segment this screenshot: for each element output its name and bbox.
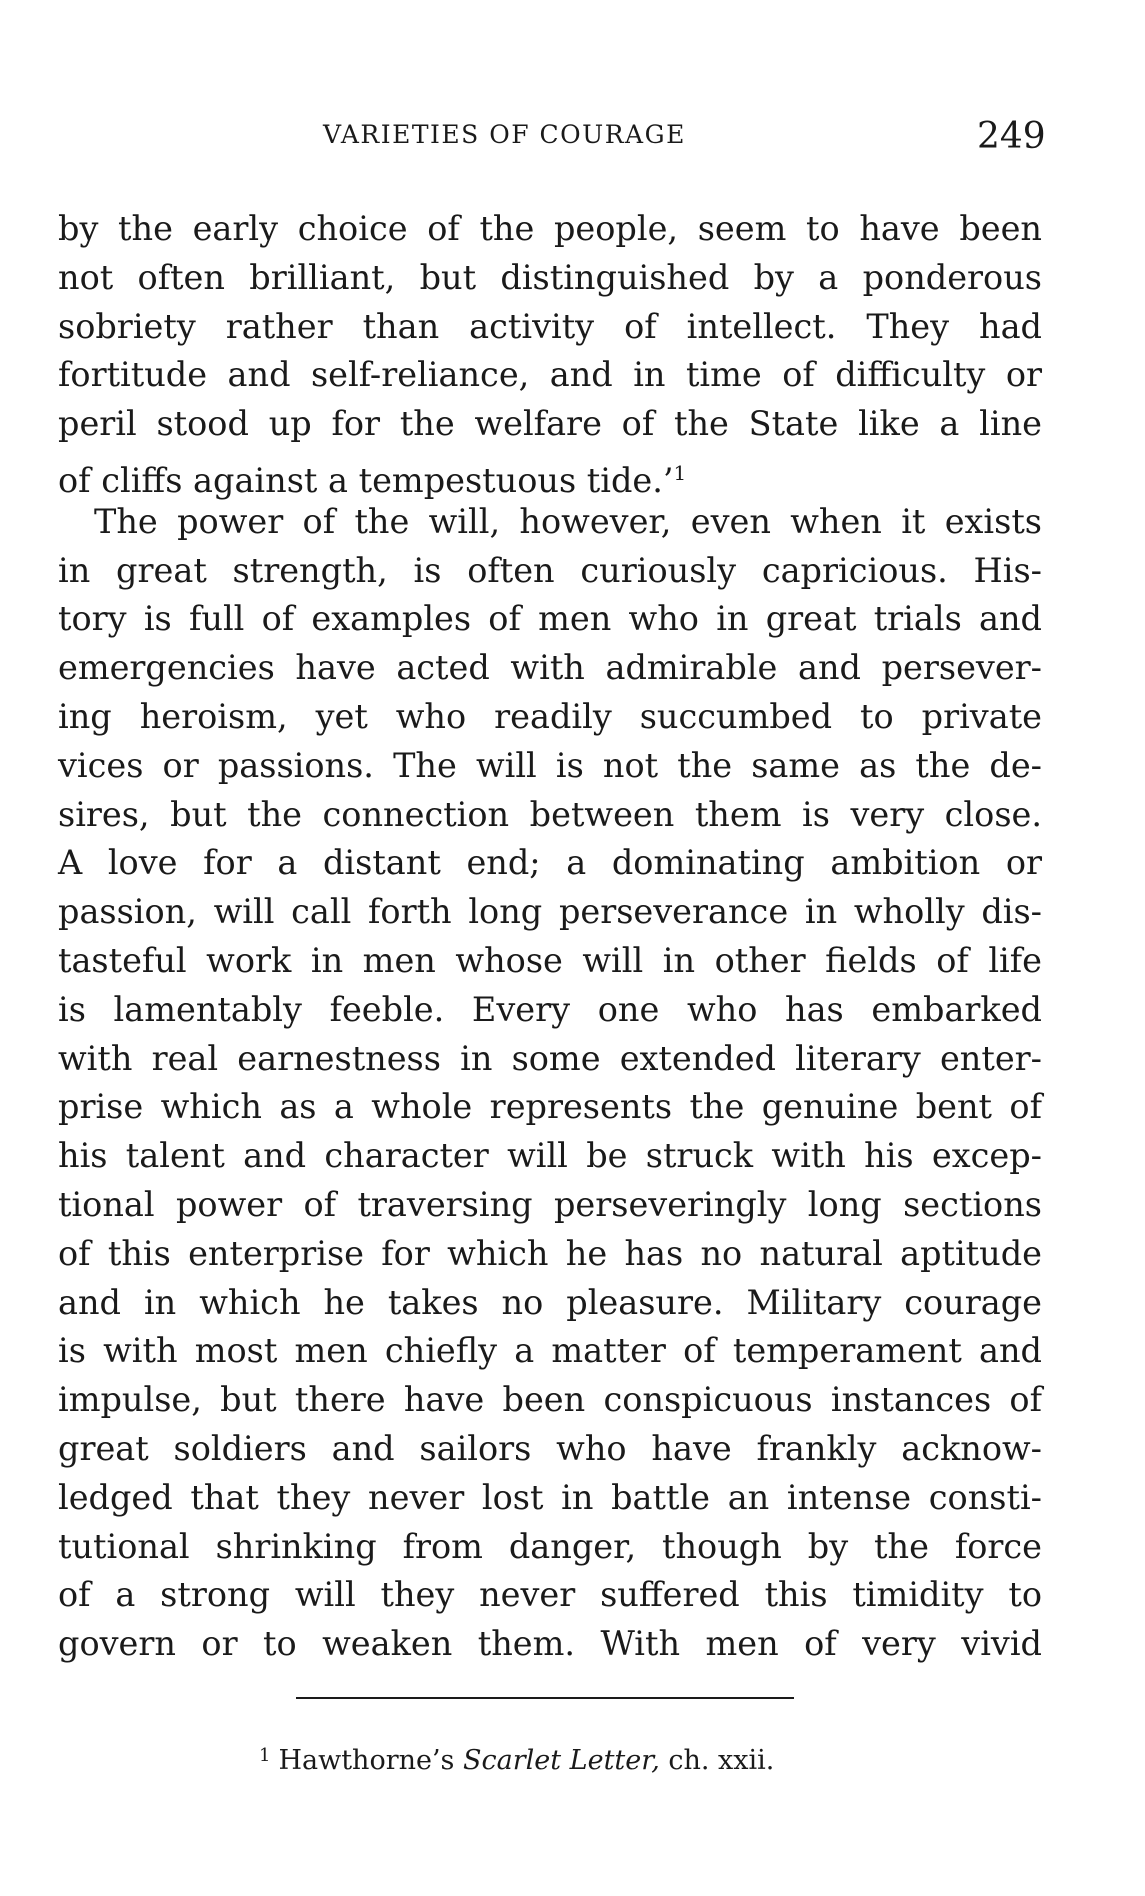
text-line: emergencies have acted with admirable and persever-: [58, 648, 1042, 688]
page-number: 249: [977, 116, 1046, 157]
text-line: tasteful work in men whose will in other fields of life: [58, 940, 1042, 980]
text-line: impulse, but there have been conspicuous instances of: [58, 1380, 1042, 1420]
text-line: ing heroism, yet who readily succumbed to private: [58, 696, 1042, 736]
text-line: A love for a distant end; a dominating ambition or: [58, 843, 1042, 883]
text-line-paragraph-start: The power of the will, however, even when it exists: [94, 501, 1042, 541]
text-line: tional power of traversing perseveringly long sections: [58, 1184, 1042, 1224]
text-line-content: of cliffs against a tempestuous tide.’: [58, 460, 674, 500]
text-line: by the early choice of the people, seem to have been: [58, 209, 1042, 248]
text-line: peril stood up for the welfare of the State like a line: [58, 404, 1042, 444]
text-line: is with most men chiefly a matter of temperament and: [58, 1331, 1042, 1371]
text-line: is lamentably feeble. Every one who has embarked: [58, 989, 1042, 1029]
running-title: VARIETIES OF COURAGE: [323, 120, 686, 149]
text-line: not often brilliant, but distinguished by a ponderous: [58, 257, 1042, 297]
text-line: his talent and character will be struck with his excep-: [58, 1136, 1042, 1176]
footnote-text-before: Hawthorne’s: [278, 1745, 463, 1776]
text-line: prise which as a whole represents the genuine bent of: [58, 1087, 1042, 1127]
text-line: vices or passions. The will is not the same as the de-: [58, 745, 1042, 785]
footnote-reference: 1: [673, 460, 687, 485]
footnote-book-title: Scarlet Letter,: [463, 1745, 660, 1776]
text-line: tory is full of examples of men who in great trials and: [58, 599, 1042, 639]
text-line: sobriety rather than activity of intellect. They had: [58, 306, 1042, 346]
text-line-paragraph-end: [58, 449, 1042, 498]
text-line: ledged that they never lost in battle an intense consti-: [58, 1477, 1042, 1517]
footnote: [259, 1745, 774, 1776]
text-line: passion, will call forth long perseverance in wholly dis-: [58, 892, 1042, 932]
text-line: of this enterprise for which he has no natural aptitude: [58, 1233, 1042, 1273]
text-line: great soldiers and sailors who have frankly acknow-: [58, 1428, 1042, 1468]
text-line: in great strength, is often curiously capricious. His-: [58, 550, 1042, 590]
text-line: fortitude and self-reliance, and in time of difficulty or: [58, 355, 1042, 395]
text-line: sires, but the connection between them is very close.: [58, 794, 1042, 834]
running-head: [0, 116, 1145, 156]
footnote-rule: [296, 1697, 794, 1699]
body-text: [58, 205, 1042, 1669]
text-line: of a strong will they never suffered this timidity to: [58, 1575, 1042, 1615]
text-line: govern or to weaken them. With men of very vivid: [58, 1624, 1042, 1664]
text-line: with real earnestness in some extended literary enter-: [58, 1038, 1042, 1078]
text-line: and in which he takes no pleasure. Military courage: [58, 1282, 1042, 1322]
text-line: tutional shrinking from danger, though by the force: [58, 1526, 1042, 1566]
footnote-mark: 1: [259, 1745, 271, 1766]
footnote-text-after: ch. xxii.: [659, 1745, 775, 1776]
